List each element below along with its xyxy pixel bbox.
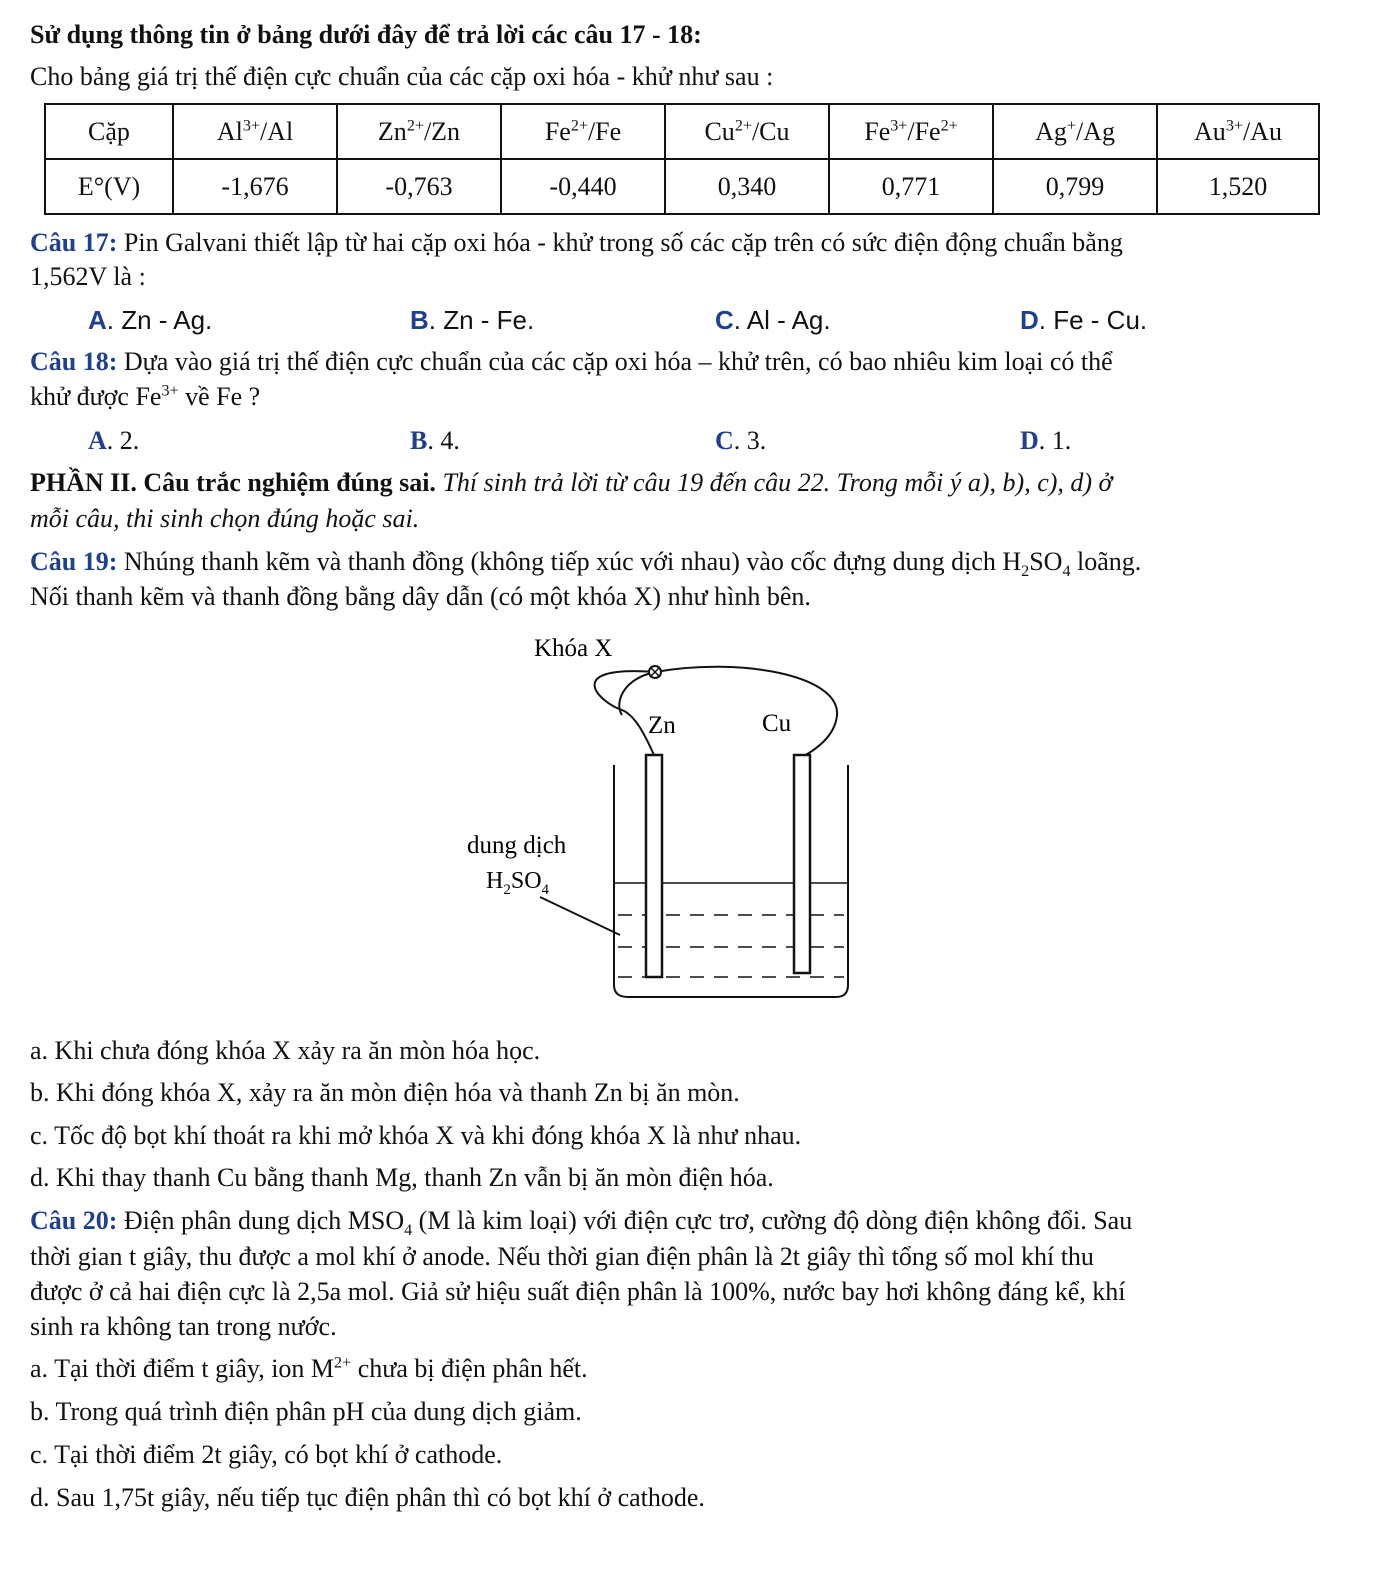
table-header-cell: E°(V) xyxy=(45,159,173,214)
q19-item-d[interactable]: d. Khi thay thanh Cu bằng thanh Mg, thanh Zn vẫn bị ăn mòn điện hóa. xyxy=(30,1163,774,1192)
q20-item-a[interactable]: a. Tại thời điểm t giây, ion $M^{2+}$ chưa bị điện phân hết. xyxy=(30,1354,588,1383)
wire-left xyxy=(595,671,655,755)
q18-label: Câu 18: xyxy=(30,347,118,376)
q20-item-c[interactable]: c. Tại thời điểm 2t giây, có bọt khí ở cathode. xyxy=(30,1440,503,1469)
table-row-potentials xyxy=(45,159,1319,214)
acid-label: $H_2SO_4$ xyxy=(486,868,550,898)
q19-item-a[interactable]: a. Khi chưa đóng khóa X xảy ra ăn mòn hóa học. xyxy=(30,1036,541,1065)
q18-line1: Câu 18: Dựa vào giá trị thế điện cực chuẩn của các cặp oxi hóa – khử trên, có bao nhiêu kim loại có thể xyxy=(30,347,1113,376)
potential-table xyxy=(44,103,1320,215)
table-cell-value: 0,340 xyxy=(665,159,829,214)
q20-line2: thời gian t giây, thu được a mol khí ở anode. Nếu thời gian điện phân là 2t giây thì tổng số mol khí thu xyxy=(30,1242,1094,1271)
wire-left-drop xyxy=(619,672,655,715)
solution-label: dung dịch xyxy=(467,832,567,859)
table-cell-value: -1,676 xyxy=(173,159,337,214)
q19-line2: Nối thanh kẽm và thanh đồng bằng dây dẫn (có một khóa X) như hình bên. xyxy=(30,582,811,611)
q17-option-b[interactable]: B. Zn - Fe. xyxy=(410,305,535,335)
q19-label: Câu 19: xyxy=(30,547,118,576)
part2-line2: mỗi câu, thi sinh chọn đúng hoặc sai. xyxy=(30,504,420,533)
q20-item-b[interactable]: b. Trong quá trình điện phân pH của dung dịch giảm. xyxy=(30,1397,582,1426)
q17-option-a[interactable]: A. Zn - Ag. xyxy=(88,305,213,335)
q17-line2: 1,562V là : xyxy=(30,262,146,291)
q17-label: Câu 17: xyxy=(30,228,118,257)
q20-line3: được ở cả hai điện cực là 2,5a mol. Giả sử hiệu suất điện phân là 100%, nước bay hơi không đáng kể, khí xyxy=(30,1277,1126,1306)
part2-line1: PHẦN II. Câu trắc nghiệm đúng sai. Thí sinh trả lời từ câu 19 đến câu 22. Trong mỗi ý a), b), c), d) ở xyxy=(30,468,1113,497)
table-cell-pair: $Fe^{2+}/Fe$ xyxy=(501,104,665,159)
intro-subheading: Cho bảng giá trị thế điện cực chuẩn của các cặp oxi hóa - khử như sau : xyxy=(30,62,774,91)
table-cell-pair: $Al^{3+}/Al$ xyxy=(173,104,337,159)
zn-label: Zn xyxy=(648,712,676,739)
q17-option-d[interactable]: D. Fe - Cu. xyxy=(1020,305,1148,335)
switch-label: Khóa X xyxy=(534,635,613,662)
table-row-pairs xyxy=(45,104,1319,159)
zn-electrode xyxy=(646,755,662,977)
cu-label: Cu xyxy=(762,710,792,737)
q18-option-a[interactable]: A. 2. xyxy=(88,426,140,455)
q18-line2: khử được $Fe^{3+}$ về Fe ? xyxy=(30,382,261,411)
table-cell-pair: Ag+/Ag xyxy=(993,104,1157,159)
q19-item-b[interactable]: b. Khi đóng khóa X, xảy ra ăn mòn điện hóa và thanh Zn bị ăn mòn. xyxy=(30,1078,740,1107)
cu-electrode xyxy=(794,755,810,973)
part2-title: PHẦN II. Câu trắc nghiệm đúng sai. xyxy=(30,468,436,497)
table-cell-pair: $Zn^{2+}/Zn$ xyxy=(337,104,501,159)
q20-line1: Câu 20: Điện phân dung dịch $MSO_4$ (M là kim loại) với điện cực trơ, cường độ dòng điện không đổi. Sau xyxy=(30,1206,1133,1240)
table-header-cell: Cặp xyxy=(45,104,173,159)
q20-line4: sinh ra không tan trong nước. xyxy=(30,1312,337,1341)
q17-option-c[interactable]: C. Al - Ag. xyxy=(715,305,831,335)
q20-label: Câu 20: xyxy=(30,1206,118,1235)
table-cell-pair: $Au^{3+}/Au$ xyxy=(1157,104,1319,159)
wire-right xyxy=(655,667,837,757)
table-cell-value: -0,440 xyxy=(501,159,665,214)
galvanic-cell-diagram xyxy=(440,625,880,1015)
q19-item-c[interactable]: c. Tốc độ bọt khí thoát ra khi mở khóa X và khi đóng khóa X là như nhau. xyxy=(30,1121,802,1150)
cell-svg xyxy=(440,625,880,1015)
table-cell-pair: $Cu^{2+}/Cu$ xyxy=(665,104,829,159)
table-cell-value: -0,763 xyxy=(337,159,501,214)
table-cell-value: 1,520 xyxy=(1157,159,1319,214)
pointer-line xyxy=(540,897,620,935)
q17-line1: Câu 17: Pin Galvani thiết lập từ hai cặp oxi hóa - khử trong số các cặp trên có sức điện động chuẩn bằng xyxy=(30,228,1123,257)
q20-item-d[interactable]: d. Sau 1,75t giây, nếu tiếp tục điện phân thì có bọt khí ở cathode. xyxy=(30,1483,705,1512)
q18-option-c[interactable]: C. 3. xyxy=(715,426,767,455)
q18-option-b[interactable]: B. 4. xyxy=(410,426,460,455)
table-cell-pair: $Fe^{3+}/Fe^{2+}$ xyxy=(829,104,993,159)
q18-option-d[interactable]: D. 1. xyxy=(1020,426,1072,455)
table-cell-value: 0,799 xyxy=(993,159,1157,214)
intro-heading: Sử dụng thông tin ở bảng dưới đây để trả lời các câu 17 - 18: xyxy=(30,20,702,49)
table-cell-value: 0,771 xyxy=(829,159,993,214)
q19-line1: Câu 19: Nhúng thanh kẽm và thanh đồng (không tiếp xúc với nhau) vào cốc đựng dung dịch $H_2SO_4$ loãng. xyxy=(30,547,1142,581)
